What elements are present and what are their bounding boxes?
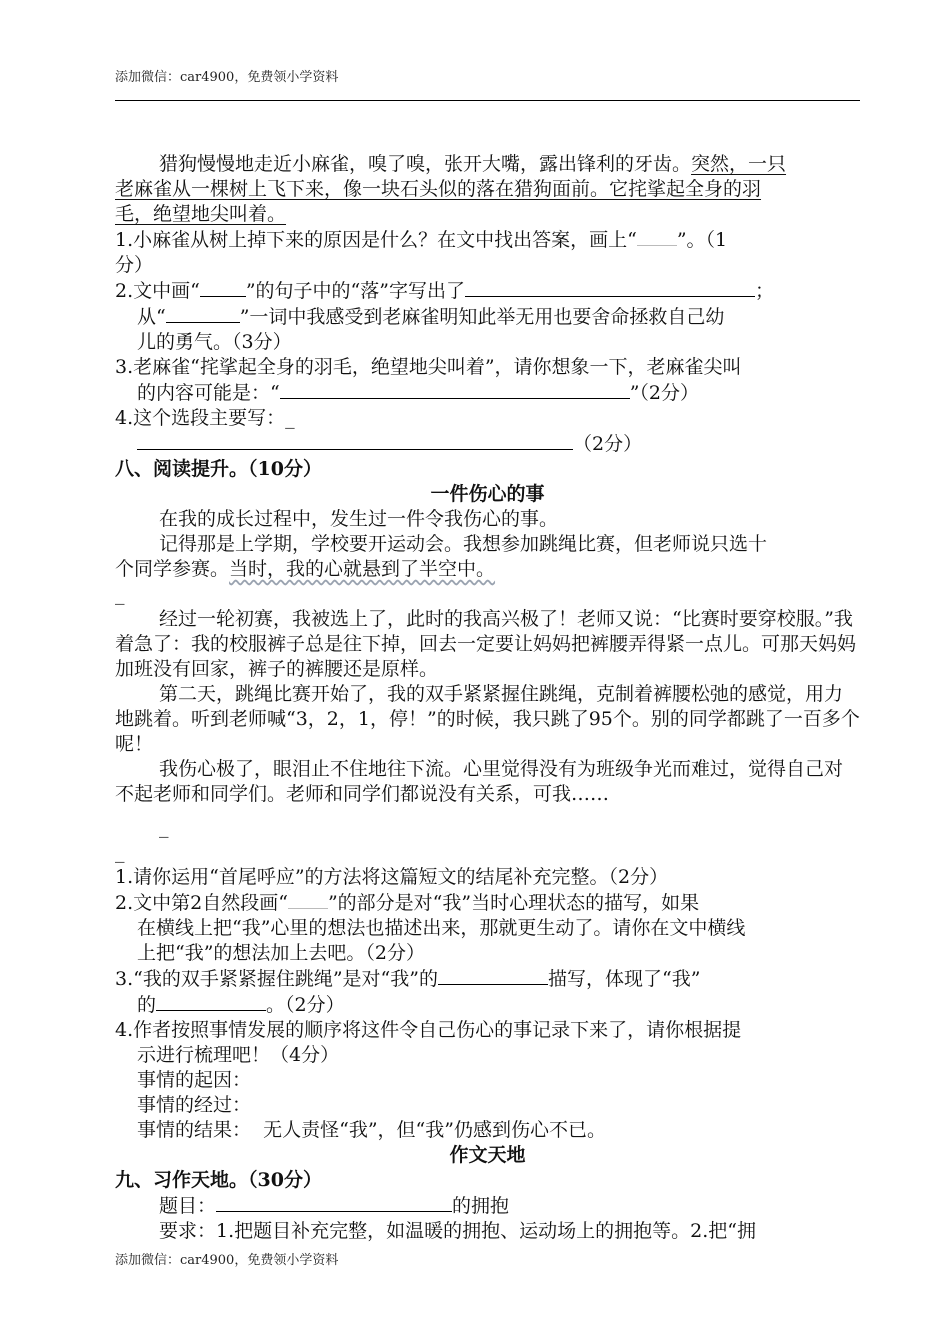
q7-4-score: （2分） [573, 433, 643, 455]
question-8-1: 1.请你运用“首尾呼应”的方法将这篇短文的结尾补充完整。（2分） [115, 866, 669, 888]
q7-1-wavy-mark [637, 227, 677, 246]
document-body [115, 152, 860, 1244]
underlined-sentence-3: 毛，绝望地尖叫着。 [115, 203, 287, 225]
question-7-4 [115, 406, 860, 431]
passage-paragraph [115, 152, 860, 177]
q7-3-answer-blank[interactable] [280, 380, 630, 399]
q8-3-text-c: 的 [137, 994, 157, 1016]
event-result-text: 无人责怪“我”，但“我”仍感到伤心不已。 [263, 1119, 606, 1141]
q7-2-answer-blank-2[interactable] [166, 304, 240, 323]
q8-2-text-a: 2.文中第2自然段画“ [115, 892, 288, 914]
story-p2-answer-line[interactable]: _ [115, 583, 125, 605]
question-8-4-cont: 示进行梳理吧！（4分） [137, 1044, 340, 1066]
q7-3-text-b: 的内容可能是：“ [137, 382, 280, 404]
passage-text: 猎狗慢慢地走近小麻雀，嗅了嗅，张开大嘴，露出锋利的牙齿。 [159, 153, 692, 175]
topic-suffix: 的拥抱 [452, 1195, 510, 1217]
page-footer: 添加微信：car4900，免费领小学资料 [115, 1253, 339, 1268]
question-8-2 [115, 890, 860, 916]
q7-4-text-a: 4.这个选段主要写：_ [115, 407, 295, 429]
question-8-4: 4.作者按照事情发展的顺序将这件令自己伤心的事记录下来了，请你根据提 [115, 1019, 742, 1041]
q7-2-text-c: ； [755, 280, 775, 302]
story-paragraph-2-cont [115, 557, 860, 582]
q7-1-text: 1.小麻雀从树上掉下来的原因是什么？在文中找出答案，画上“ [115, 229, 637, 251]
q7-3-text-c: ”（2分） [629, 382, 700, 404]
composition-topic [115, 1193, 860, 1219]
q7-2-text-e: ”一词中我感受到老麻雀明知此举无用也要舍命拯救自己幼 [239, 306, 725, 328]
event-process[interactable]: 事情的经过： [137, 1094, 252, 1116]
composition-title: 作文天地 [449, 1144, 526, 1166]
page-header: 添加微信：car4900，免费领小学资料 [115, 70, 339, 85]
event-result-label: 事情的结果： [137, 1119, 252, 1141]
story-p2-text-a: 记得那是上学期，学校要开运动会。我想参加跳绳比赛，但老师说只选十 [159, 533, 768, 555]
story-p2-wavy-sentence: 当时，我的心就悬到了半空中。 [229, 558, 496, 580]
question-8-2-cont: 在横线上把“我”心里的想法也描述出来，那就更生动了。请你在文中横线 [137, 917, 746, 939]
q8-2-wavy-mark [288, 890, 328, 909]
question-7-1 [115, 227, 860, 253]
section-9-heading: 九、习作天地。（30分） [115, 1169, 322, 1191]
topic-label: 题目： [159, 1195, 217, 1217]
story-paragraph-1: 在我的成长过程中，发生过一件令我伤心的事。 [159, 508, 559, 530]
composition-requirements: 要求：1.把题目补充完整，如温暖的拥抱、运动场上的拥抱等。2.把“拥 [159, 1220, 756, 1242]
story-ending-answer-line-2[interactable]: _ [115, 841, 125, 863]
question-7-3 [115, 355, 860, 380]
question-8-3 [115, 966, 860, 992]
q8-2-text-b: ”的部分是对“我”当时心理状态的描写，如果 [327, 892, 700, 914]
question-8-3-cont [115, 992, 860, 1018]
story-paragraph-5: 我伤心极了，眼泪止不住地往下流。心里觉得没有为班级争光而难过，觉得自己对不起老师和同学们。老师和同学们都说没有关系，可我…… [115, 758, 844, 805]
q7-2-text-f: 儿的勇气。（3分） [137, 331, 292, 353]
section-8-heading: 八、阅读提升。（10分） [115, 458, 322, 480]
q7-2-text-b: ”的句子中的“落”字写出了 [245, 280, 465, 302]
q7-1-score: ”。（1 [676, 229, 728, 251]
story-p2-text-b: 个同学参赛。 [115, 558, 230, 580]
topic-answer-blank[interactable] [216, 1193, 452, 1212]
story-paragraph-4: 第二天，跳绳比赛开始了，我的双手紧紧握住跳绳，克制着裤腰松弛的感觉，用力地跳着。听到老师喊“3，2，1，停！”的时候，我只跳了95个。别的同学都跳了一百多个呢！ [115, 683, 860, 755]
q7-1-score-cont: 分） [115, 254, 154, 276]
question-7-1-cont [115, 253, 860, 278]
underlined-sentence-1: 突然，一只 [691, 153, 787, 175]
q7-3-text-a: 3.老麻雀“挓挲起全身的羽毛，绝望地尖叫着”，请你想象一下，老麻雀尖叫 [115, 356, 742, 378]
question-8-2-end: 上把“我”的想法加上去吧。（2分） [137, 942, 426, 964]
question-7-4-cont [115, 431, 860, 457]
q7-2-text-a: 2.文中画“ [115, 280, 200, 302]
question-7-2-end [115, 330, 860, 355]
story-title: 一件伤心的事 [430, 483, 545, 505]
q7-2-line-mark [200, 278, 246, 297]
story-paragraph-3: 经过一轮初赛，我被选上了，此时的我高兴极了！老师又说：“比赛时要穿校服。”我着急了：我的校服裤子总是往下掉，回去一定要让妈妈把裤腰弄得紧一点儿。可那天妈妈加班没有回家，裤子的裤腰还是原样。 [115, 608, 857, 680]
passage-line-3 [115, 202, 860, 227]
q8-3-answer-blank-2[interactable] [156, 992, 266, 1011]
story-ending-answer-line-1[interactable]: _ [159, 816, 169, 838]
passage-line-2 [115, 177, 860, 202]
header-rule [115, 100, 860, 101]
q7-4-answer-blank[interactable] [137, 431, 573, 450]
question-7-2 [115, 278, 860, 304]
q8-3-text-a: 3.“我的双手紧紧握住跳绳”是对“我”的 [115, 968, 438, 990]
question-7-2-cont [115, 304, 860, 330]
question-7-3-cont [115, 380, 860, 406]
q7-2-text-d: 从“ [137, 306, 166, 328]
underlined-sentence-2: 老麻雀从一棵树上飞下来，像一块石头似的落在猎狗面前。它挓挲起全身的羽 [115, 178, 762, 200]
q8-3-answer-blank-1[interactable] [438, 966, 548, 985]
q8-3-text-b: 描写，体现了“我” [547, 968, 701, 990]
story-paragraph-2 [115, 532, 860, 557]
event-result [115, 1118, 860, 1143]
event-cause[interactable]: 事情的起因： [137, 1069, 252, 1091]
q8-3-text-d: 。（2分） [266, 994, 345, 1016]
q7-2-answer-blank-1[interactable] [465, 278, 755, 297]
